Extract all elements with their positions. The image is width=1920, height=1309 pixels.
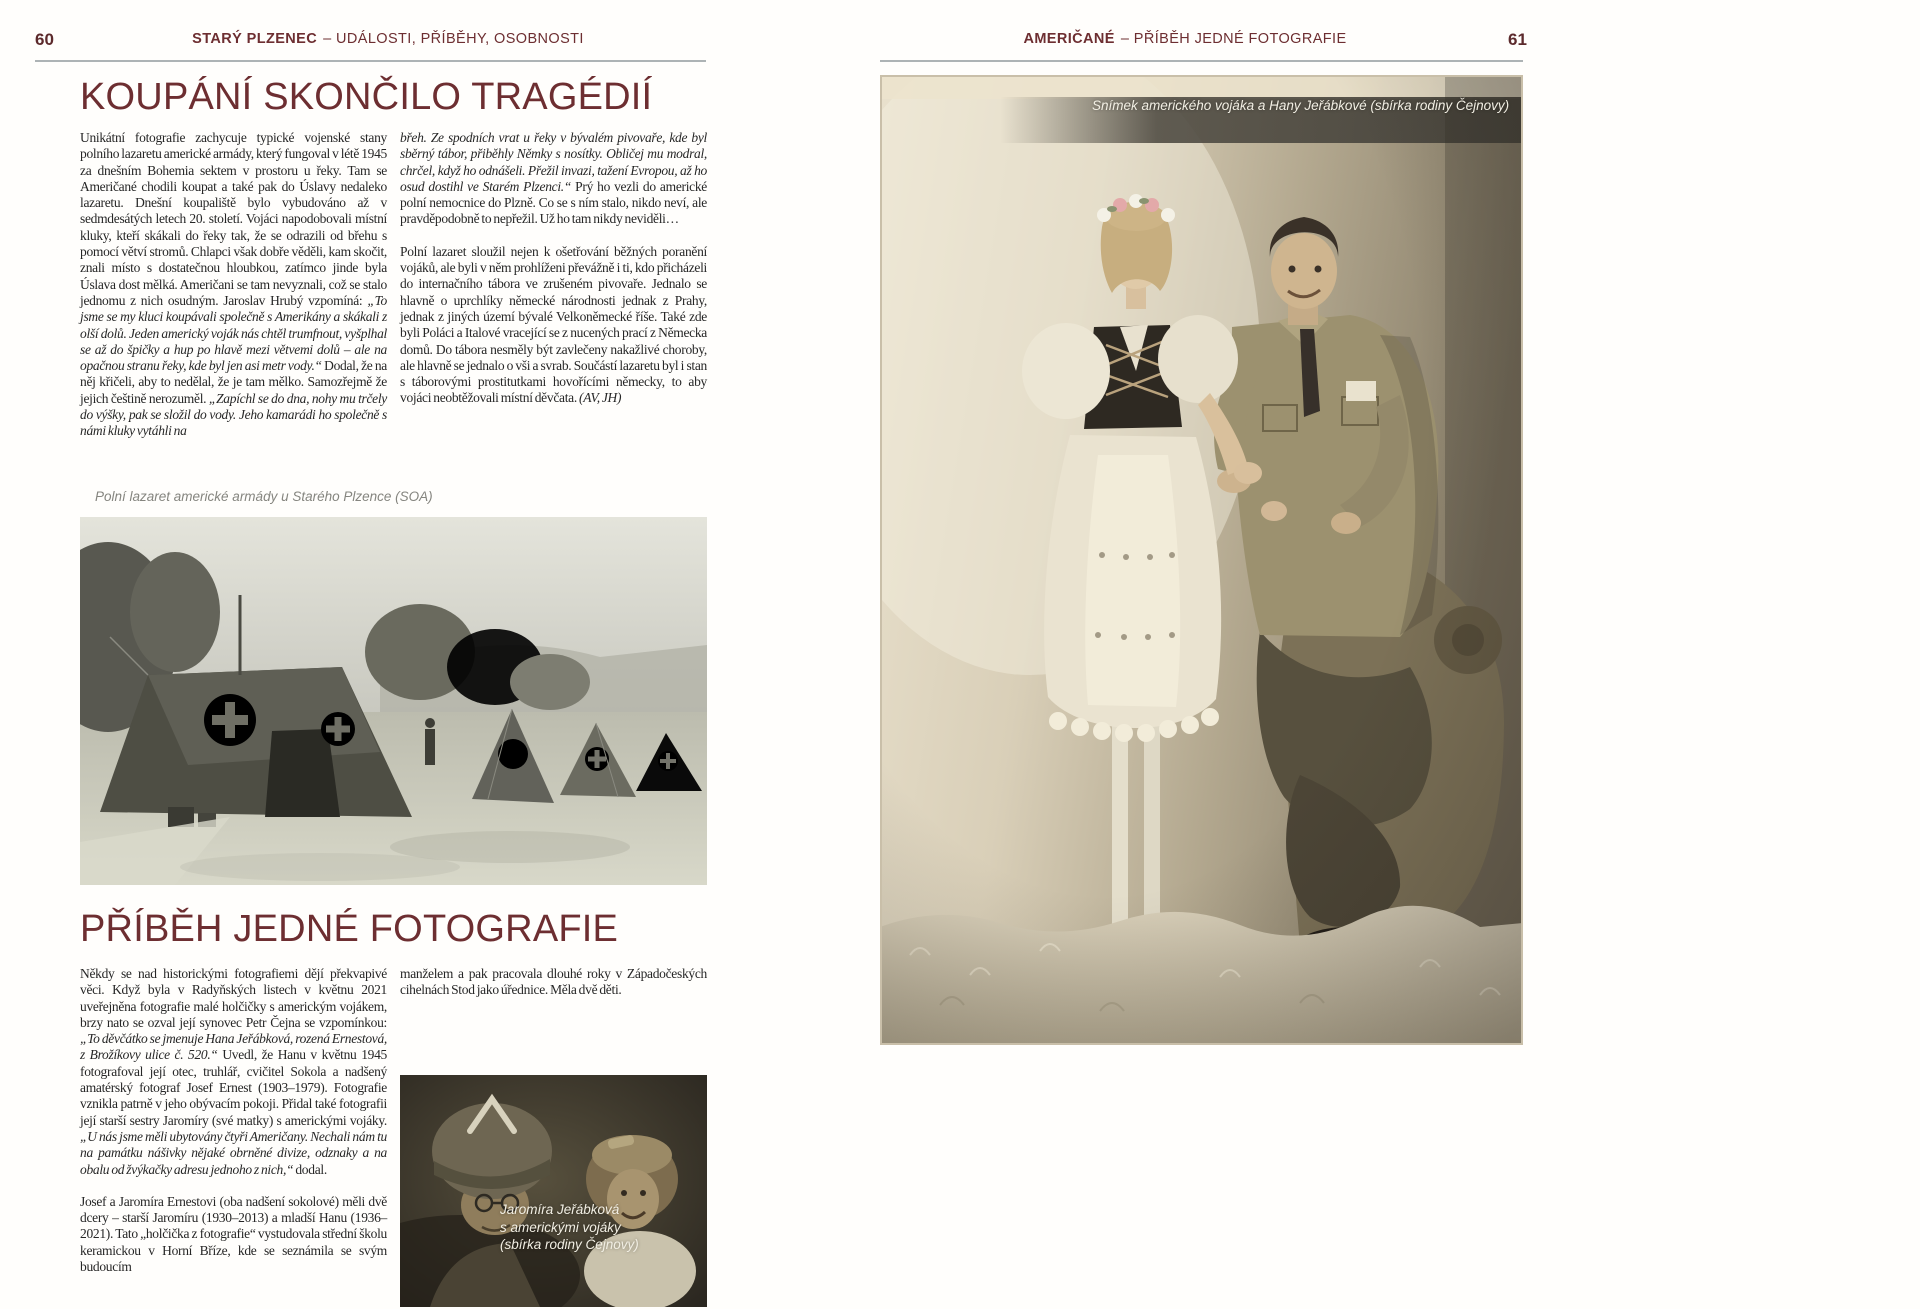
field-hospital-photo-caption: Polní lazaret americké armády u Starého Plzence (SOA) (95, 489, 433, 504)
running-head-right (880, 31, 1490, 47)
running-head-left-bold: STARÝ PLZENEC (192, 31, 318, 47)
field-hospital-tents-photo (80, 517, 707, 885)
article2-title: PŘÍBĚH JEDNÉ FOTOGRAFIE (80, 908, 619, 950)
article2-column2 (400, 966, 707, 999)
running-head-left (80, 31, 696, 47)
standing-person (425, 718, 435, 765)
header-rule-left (35, 60, 706, 62)
article2-column1 (80, 966, 387, 1275)
article1-col1-paragraph: Unikátní fotografie zachycuje typické vojenské stany polního lazaretu americké armády, který fungoval v létě 1945 za dnešním Bohemia sektem v prostoru u řeky. Tam se Američané chodili koupat a také pak do Úslavy nedaleko lazaretu. Dnešní koupaliště bylo vybudováno až v sedmdesátých letech 20. století. Vojáci napodobovali místní kluky, kteří skákali do řeky tak, že se odrazili od břehu s pomocí větví stromů. Chlapci však dobře věděli, kam skočit, znali místo s dostatečnou hloubkou, zatímco jinde byla Úslava dost mělká. Američani se tam nevyznali, což se stalo jednomu z nich osudným. Jaroslav Hrubý vzpomíná: „To jsme se my kluci koupávali společně s Amerikány a skákali z olší dolů. Jeden americký voják nás chtěl trumfnout, vyšplhal se až do špičky a hup po hlavě mezi větvemi dolů – ale na opačnou stranu řeky, kde byl jen asi metr vody.“ Dodal, že na něj křičeli, aby to nedělal, že je tam mělko. Samozřejmě že jejich češtině nerozuměl. „Zapíchl se do dna, nohy mu trčely do výšky, pak se složil do vody. Jeho kamarádi ho společně s námi kluky vytáhli na (80, 130, 387, 439)
header-rule-right (880, 60, 1523, 62)
jaromira-with-soldiers-illustration (400, 1075, 707, 1307)
running-head-right-bold: AMERIČANÉ (1023, 31, 1115, 47)
running-head-right-rest: – PŘÍBĚH JEDNÉ FOTOGRAFIE (1120, 31, 1347, 47)
article2-col1-paragraph1: Někdy se nad historickými fotografiemi dějí překvapivé věci. Když byla v Radyňských listech v květnu 2021 uveřejněna fotografie malé holčičky s americkým vojákem, brzy nato se ozval její synovec Petr Čejna se vzpomínkou: „To děvčátko se jmenuje Hana Jeřábková, rozená Ernestová, z Brožíkovy ulice č. 520.“ Uvedl, že Hanu v květnu 1945 fotografoval její otec, truhlář, cvičitel Sokola a nadšený amatérský fotograf Josef Ernest (1903–1979). Fotografie vznikla patrně v jeho obývacím pokoji. Přidal také fotografii její starší sestry Jaromíry (své matky) s americkými vojáky. „U nás jsme měli ubytovány čtyři Američany. Nechali nám tu na památku nášivky nějaké obrněné divize, odznaky a na obalu od žvýkačky adresu jednoho z nich,“ dodal. (80, 966, 388, 1177)
soldier-and-hana-illustration (880, 75, 1523, 1045)
jaromira-with-soldiers-photo (400, 1075, 707, 1307)
article1-column1 (80, 130, 387, 440)
page-number-left: 60 (35, 30, 54, 49)
field-hospital-tents-illustration (80, 517, 707, 885)
article1-col2-paragraph1: břeh. Ze spodních vrat u řeky v bývalém pivovaře, kde byl sběrný tábor, přiběhly Němky s nosítky. Obličej mu modral, chrčel, když ho odnášeli. Přežil invazi, tažení Evropou, až ho osud dostihl ve Starém Plzenci.“ Prý ho vezli do americké polní nemocnice do Plzně. Co se s ním stalo, nikdo neví, ale pravděpodobně to nepřežil. Už ho tam nikdy neviděli… (400, 130, 707, 227)
running-head-left-rest: – UDÁLOSTI, PŘÍBĚHY, OSOBNOSTI (323, 31, 584, 47)
jaromira-photo-caption: Jaromíra Jeřábková s americkými vojáky (sbírka rodiny Čejnovy) (500, 1202, 639, 1252)
article1-title: KOUPÁNÍ SKONČILO TRAGÉDIÍ (80, 76, 653, 118)
article2-col1-paragraph2: Josef a Jaromíra Ernestovi (oba nadšení sokolové) měli dvě dcery – starší Jaromíru (1930–2013) a mladší Hanu (1936–2021). Tato „holčička z fotografie“ vystudovala střední školu keramickou v Horní Bříze, kde se seznámila se svým budoucím (80, 1193, 387, 1275)
article2-col2-paragraph1: manželem a pak pracovala dlouhé roky v Západočeských cihelnách Stod jako úřednice. Měla dvě děti. (400, 966, 707, 998)
article1-col2-paragraph2: Polní lazaret sloužil nejen k ošetřování běžných poranění vojáků, ale byli v něm prohlíženi převážně i ti, kdo přicházeli do internačního tábora ve zrušeném pivovaře. Jednalo se hlavně o uprchlíky německé národnosti jednak z Prahy, jednak z jiných území bývalé Velkoněmecké říše. Také zde byli Poláci a Italové vracející se z nucených prací z Německa domů. Do tábora nesměly být zavlečeny nakažlivé choroby, ale hlavně se jednalo o vši a svrab. Součástí lazaretu byl i stan s táborovými prostitutkami hovořícími německy, to aby vojáci neobtěžovali místní děvčata. (AV, JH) (400, 243, 707, 406)
article1-column2 (400, 130, 707, 407)
page-number-right: 61 (1508, 30, 1527, 49)
soldier-and-hana-photo-caption: Snímek amerického vojáka a Hany Jeřábkové (sbírka rodiny Čejnovy) (1092, 98, 1510, 113)
soldier-and-hana-photo (880, 75, 1523, 1045)
